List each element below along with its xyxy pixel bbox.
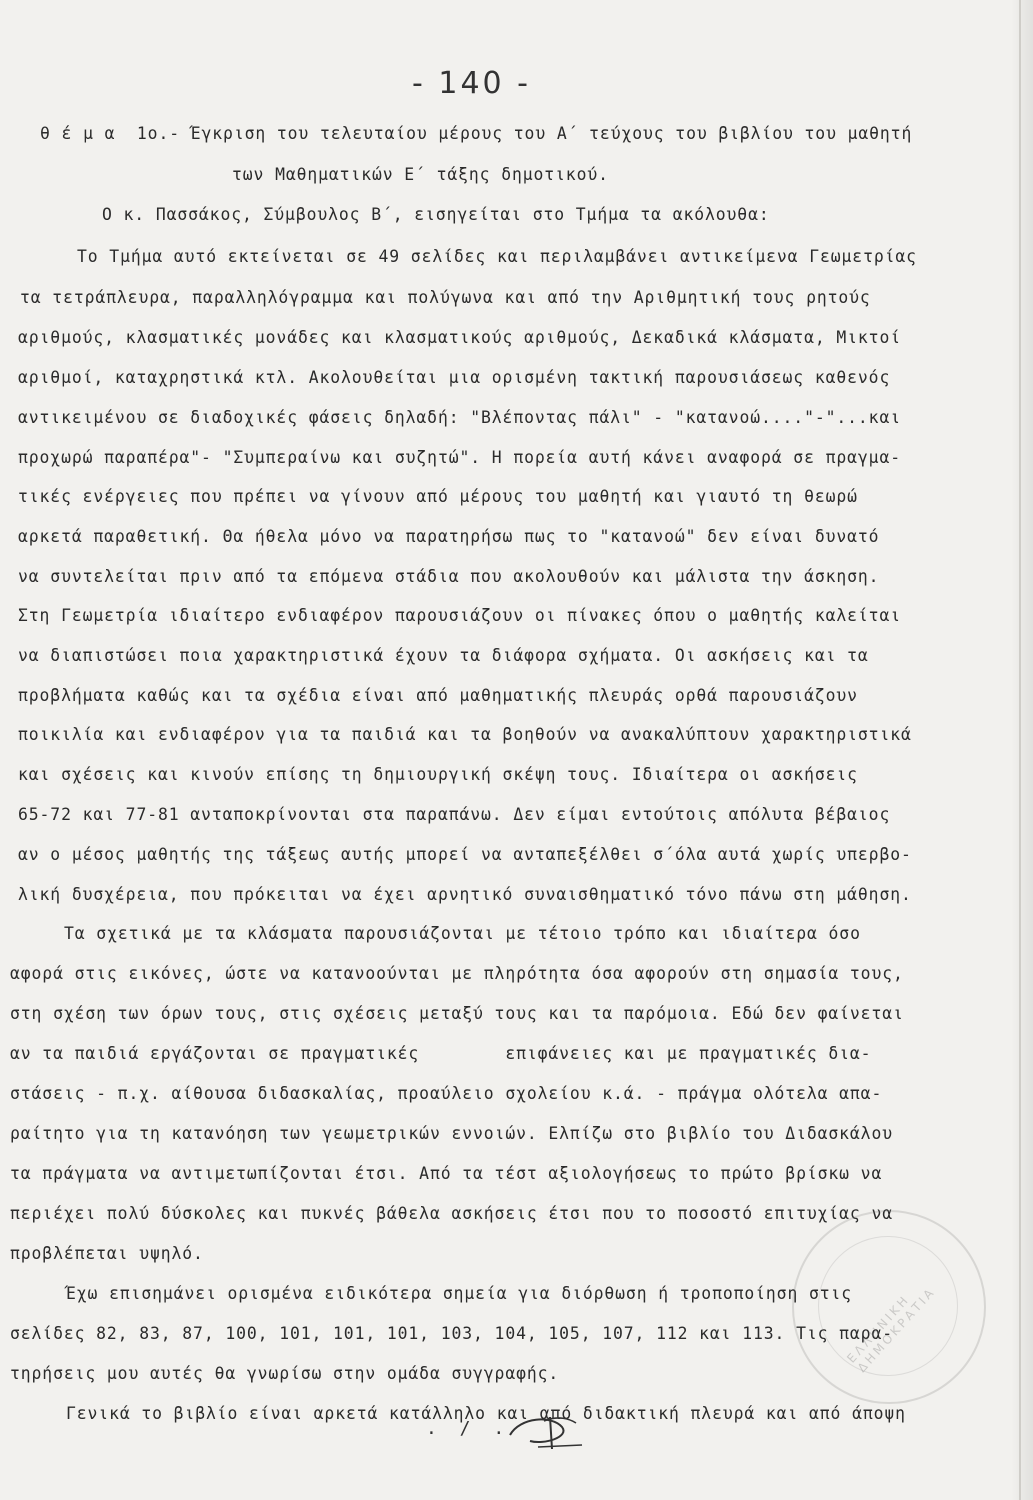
text-line: Γενικά το βιβλίο είναι αρκετά κατάλληλο και από διδακτική πλευρά και από άποψη <box>66 1404 906 1423</box>
text-line: λική δυσχέρεια, που πρόκειται να έχει αρνητικό συναισθηματικό τόνο πάνω στη μάθηση. <box>18 885 912 904</box>
text-line: αρκετά παραθετική. Θα ήθελα μόνο να παρατηρήσω πως το "κατανοώ" δεν είναι δυνατό <box>18 527 880 546</box>
text-line: προβλέπεται υψηλό. <box>10 1244 204 1263</box>
signature-icon <box>500 1405 590 1455</box>
text-line: των Μαθηματικών Ε΄ τάξης δημοτικού. <box>232 165 609 184</box>
stamp-text: ΕΛΛΗΝΙΚΗ ΔΗΜΟΚΡΑΤΙΑ <box>844 1284 939 1375</box>
text-line: στη σχέση των όρων τους, στις σχέσεις μεταξύ τους και τα παρόμοια. Εδώ δεν φαίνεται <box>10 1004 904 1023</box>
text-line: σελίδες 82, 83, 87, 100, 101, 101, 101, 103, 104, 105, 107, 112 και 113. Τις παρα- <box>10 1324 893 1343</box>
text-line: να διαπιστώσει ποια χαρακτηριστικά έχουν τα διάφορα σχήματα. Οι ασκήσεις και τα <box>18 646 869 665</box>
text-line: και σχέσεις και κινούν επίσης τη δημιουργική σκέψη τους. Ιδιαίτερα οι ασκήσεις <box>18 765 858 784</box>
text-line: προχωρώ παραπέρα"- "Συμπεραίνω και συζητώ". Η πορεία αυτή κάνει αναφορά σε πραγμα- <box>18 448 901 467</box>
text-line: προβλήματα καθώς και τα σχέδια είναι από μαθηματικής πλευράς ορθά παρουσιάζουν <box>18 686 858 705</box>
text-line: ραίτητο για τη κατανόηση των γεωμετρικών εννοιών. Ελπίζω στο βιβλίο του Διδασκάλου <box>10 1124 893 1143</box>
text-line: τηρήσεις μου αυτές θα γνωρίσω στην ομάδα συγγραφής. <box>10 1364 560 1383</box>
official-stamp <box>792 1210 986 1404</box>
text-line: περιέχει πολύ δύσκολες και πυκνές βάθελα ασκήσεις έτσι που το ποσοστό επιτυχίας να <box>10 1204 893 1223</box>
text-line: τα πράγματα να αντιμετωπίζονται έτσι. Από τα τέστ αξιολογήσεως το πρώτο βρίσκω να <box>10 1164 883 1183</box>
text-line: αριθμούς, κλασματικές μονάδες και κλασματικούς αριθμούς, Δεκαδικά κλάσματα, Μικτοί <box>18 328 901 347</box>
text-line: τα τετράπλευρα, παραλληλόγραμμα και πολύγωνα και από την Αριθμητική τους ρητούς <box>20 288 871 307</box>
text-line: στάσεις - π.χ. αίθουσα διδασκαλίας, προαύλειο σχολείου κ.ά. - πράγμα ολότελα απα- <box>10 1084 883 1103</box>
text-line: 65-72 και 77-81 ανταποκρίνονται στα παραπάνω. Δεν είμαι εντούτοις απόλυτα βέβαιος <box>18 805 891 824</box>
text-line: αν ο μέσος μαθητής της τάξεως αυτής μπορεί να ανταπεξέλθει σ΄όλα αυτά χωρίς υπερβο- <box>18 845 912 864</box>
continuation-mark: . / . <box>426 1418 511 1439</box>
text-line: Τα σχετικά με τα κλάσματα παρουσιάζονται με τέτοιο τρόπο και ιδιαίτερα όσο <box>64 924 861 943</box>
text-line: θ έ μ α 1ο.- Έγκριση του τελευταίου μέρους του Α΄ τεύχους του βιβλίου του μαθητή <box>40 124 913 143</box>
text-line: αντικειμένου σε διαδοχικές φάσεις δηλαδή: "Βλέποντας πάλι" - "κατανοώ...."-"...και <box>18 408 901 427</box>
page-edge-line <box>1019 0 1021 1500</box>
text-line: Ο κ. Πασσάκος, Σύμβουλος Β΄, εισηγείται στο Τμήμα τα ακόλουθα: <box>102 205 770 224</box>
text-line: ποικιλία και ενδιαφέρον για τα παιδιά και τα βοηθούν να ανακαλύπτουν χαρακτηριστικά <box>18 725 912 744</box>
text-line: αριθμοί, καταχρηστικά κτλ. Ακολουθείται μια ορισμένη τακτική παρουσιάσεως καθενός <box>18 368 891 387</box>
text-line: Έχω επισημάνει ορισμένα ειδικότερα σημεία για διόρθωση ή τροποποίηση στις <box>66 1284 853 1303</box>
text-line: Το Τμήμα αυτό εκτείνεται σε 49 σελίδες και περιλαμβάνει αντικείμενα Γεωμετρίας <box>77 247 917 266</box>
text-line: τικές ενέργειες που πρέπει να γίνουν από μέρους του μαθητή και γιαυτό τη θεωρώ <box>18 487 858 506</box>
page-number: - 140 - <box>412 66 531 101</box>
text-line: αν τα παιδιά εργάζονται σε πραγματικές επιφάνειες και με πραγματικές δια- <box>10 1044 872 1063</box>
page-edge-shadow <box>1011 0 1033 1500</box>
text-line: να συντελείται πριν από τα επόμενα στάδια που ακολουθούν και μάλιστα την άσκηση. <box>18 567 880 586</box>
text-line: Στη Γεωμετρία ιδιαίτερο ενδιαφέρον παρουσιάζουν οι πίνακες όπου ο μαθητής καλείται <box>18 606 901 625</box>
text-line: αφορά στις εικόνες, ώστε να κατανοούνται με πληρότητα όσα αφορούν στη σημασία τους, <box>10 964 904 983</box>
